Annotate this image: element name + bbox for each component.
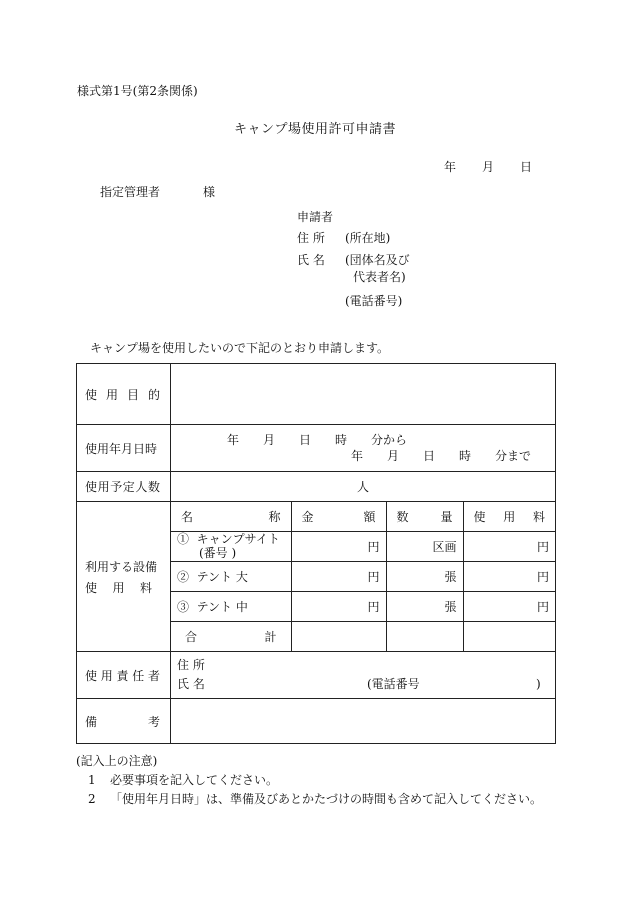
responsible-name-label: 氏 名	[177, 677, 205, 691]
item-tent-large: ② テント 大	[171, 562, 291, 592]
item-campsite: ① キャンプサイト (番号 )	[171, 532, 291, 562]
people-unit: 人	[356, 480, 369, 494]
purpose-field[interactable]	[171, 364, 556, 425]
period-to: 年 月 日 時 分まで	[351, 449, 532, 463]
addressee	[100, 186, 215, 198]
col-header-qty: 数 量	[386, 502, 463, 532]
period-label: 使用年月日時	[77, 425, 171, 472]
people-label: 使 用 予 定 人 数	[77, 472, 171, 502]
total-qty[interactable]	[386, 622, 463, 652]
applicant-address-hint: (所在地)	[345, 231, 391, 246]
remarks-field[interactable]	[171, 699, 556, 744]
note-item: 1 必要事項を記入してください。	[88, 773, 279, 788]
applicant-heading: 申請者	[297, 210, 334, 224]
qty-tent-large[interactable]: 張	[386, 562, 463, 592]
qty-tent-medium[interactable]: 張	[386, 592, 463, 622]
col-header-fee: 使 用 料	[463, 502, 555, 532]
addressee-honorific: 様	[203, 185, 216, 199]
notes	[76, 752, 542, 810]
applicant-phone-hint: (電話番号)	[345, 293, 403, 308]
responsible-address-label: 住 所	[177, 658, 205, 672]
applicant-name-label: 氏 名	[297, 252, 325, 267]
purpose-label: 使 用 目 的	[77, 364, 171, 425]
col-header-amount: 金 額	[291, 502, 386, 532]
item-tent-medium: ③ テント 中	[171, 592, 291, 622]
period-field[interactable]	[171, 425, 556, 472]
date-day: 日	[520, 160, 533, 174]
date-month: 月	[482, 160, 495, 174]
amount-tent-medium[interactable]: 円	[291, 592, 386, 622]
responsible-phone-label: (電話番号	[367, 677, 420, 691]
note-item: 2 「使用年月日時」は、準備及びあとかたづけの時間も含めて記入してください。	[88, 792, 543, 807]
total-fee[interactable]	[463, 622, 555, 652]
applicant-name-hint-2: 代表者名)	[353, 270, 406, 285]
responsible-phone-close: )	[536, 677, 541, 691]
applicant-block	[297, 209, 410, 310]
fee-tent-large[interactable]: 円	[463, 562, 555, 592]
applicant-address-label: 住 所	[297, 231, 325, 246]
application-table	[76, 363, 556, 744]
intro-text: キャンプ場を使用したいので下記のとおり申請します。	[90, 341, 390, 355]
fee-tent-medium[interactable]: 円	[463, 592, 555, 622]
total-label: 合 計	[171, 622, 291, 652]
responsible-label: 使 用 責 任 者	[77, 652, 171, 699]
addressee-label: 指定管理者	[100, 185, 161, 199]
period-from: 年 月 日 時 分から	[227, 433, 408, 447]
notes-heading: (記入上の注意)	[76, 754, 158, 768]
date-year: 年	[444, 160, 457, 174]
facilities-label: 利用する設備 使 用 料	[77, 502, 171, 652]
facilities-table	[171, 502, 555, 651]
responsible-field[interactable]	[171, 652, 556, 699]
amount-campsite[interactable]: 円	[291, 532, 386, 562]
qty-campsite[interactable]: 区画	[386, 532, 463, 562]
total-amount[interactable]	[291, 622, 386, 652]
form-number: 様式第1号(第2条関係)	[77, 84, 198, 98]
people-field[interactable]	[171, 472, 556, 502]
facilities-table-cell	[171, 502, 556, 652]
amount-tent-large[interactable]: 円	[291, 562, 386, 592]
fee-campsite[interactable]: 円	[463, 532, 555, 562]
col-header-name: 名 称	[171, 502, 291, 532]
document-title: キャンプ場使用許可申請書	[233, 122, 396, 137]
applicant-name-hint: (団体名及び	[345, 252, 410, 267]
remarks-label: 備 考	[77, 699, 171, 744]
date-line	[444, 161, 532, 173]
